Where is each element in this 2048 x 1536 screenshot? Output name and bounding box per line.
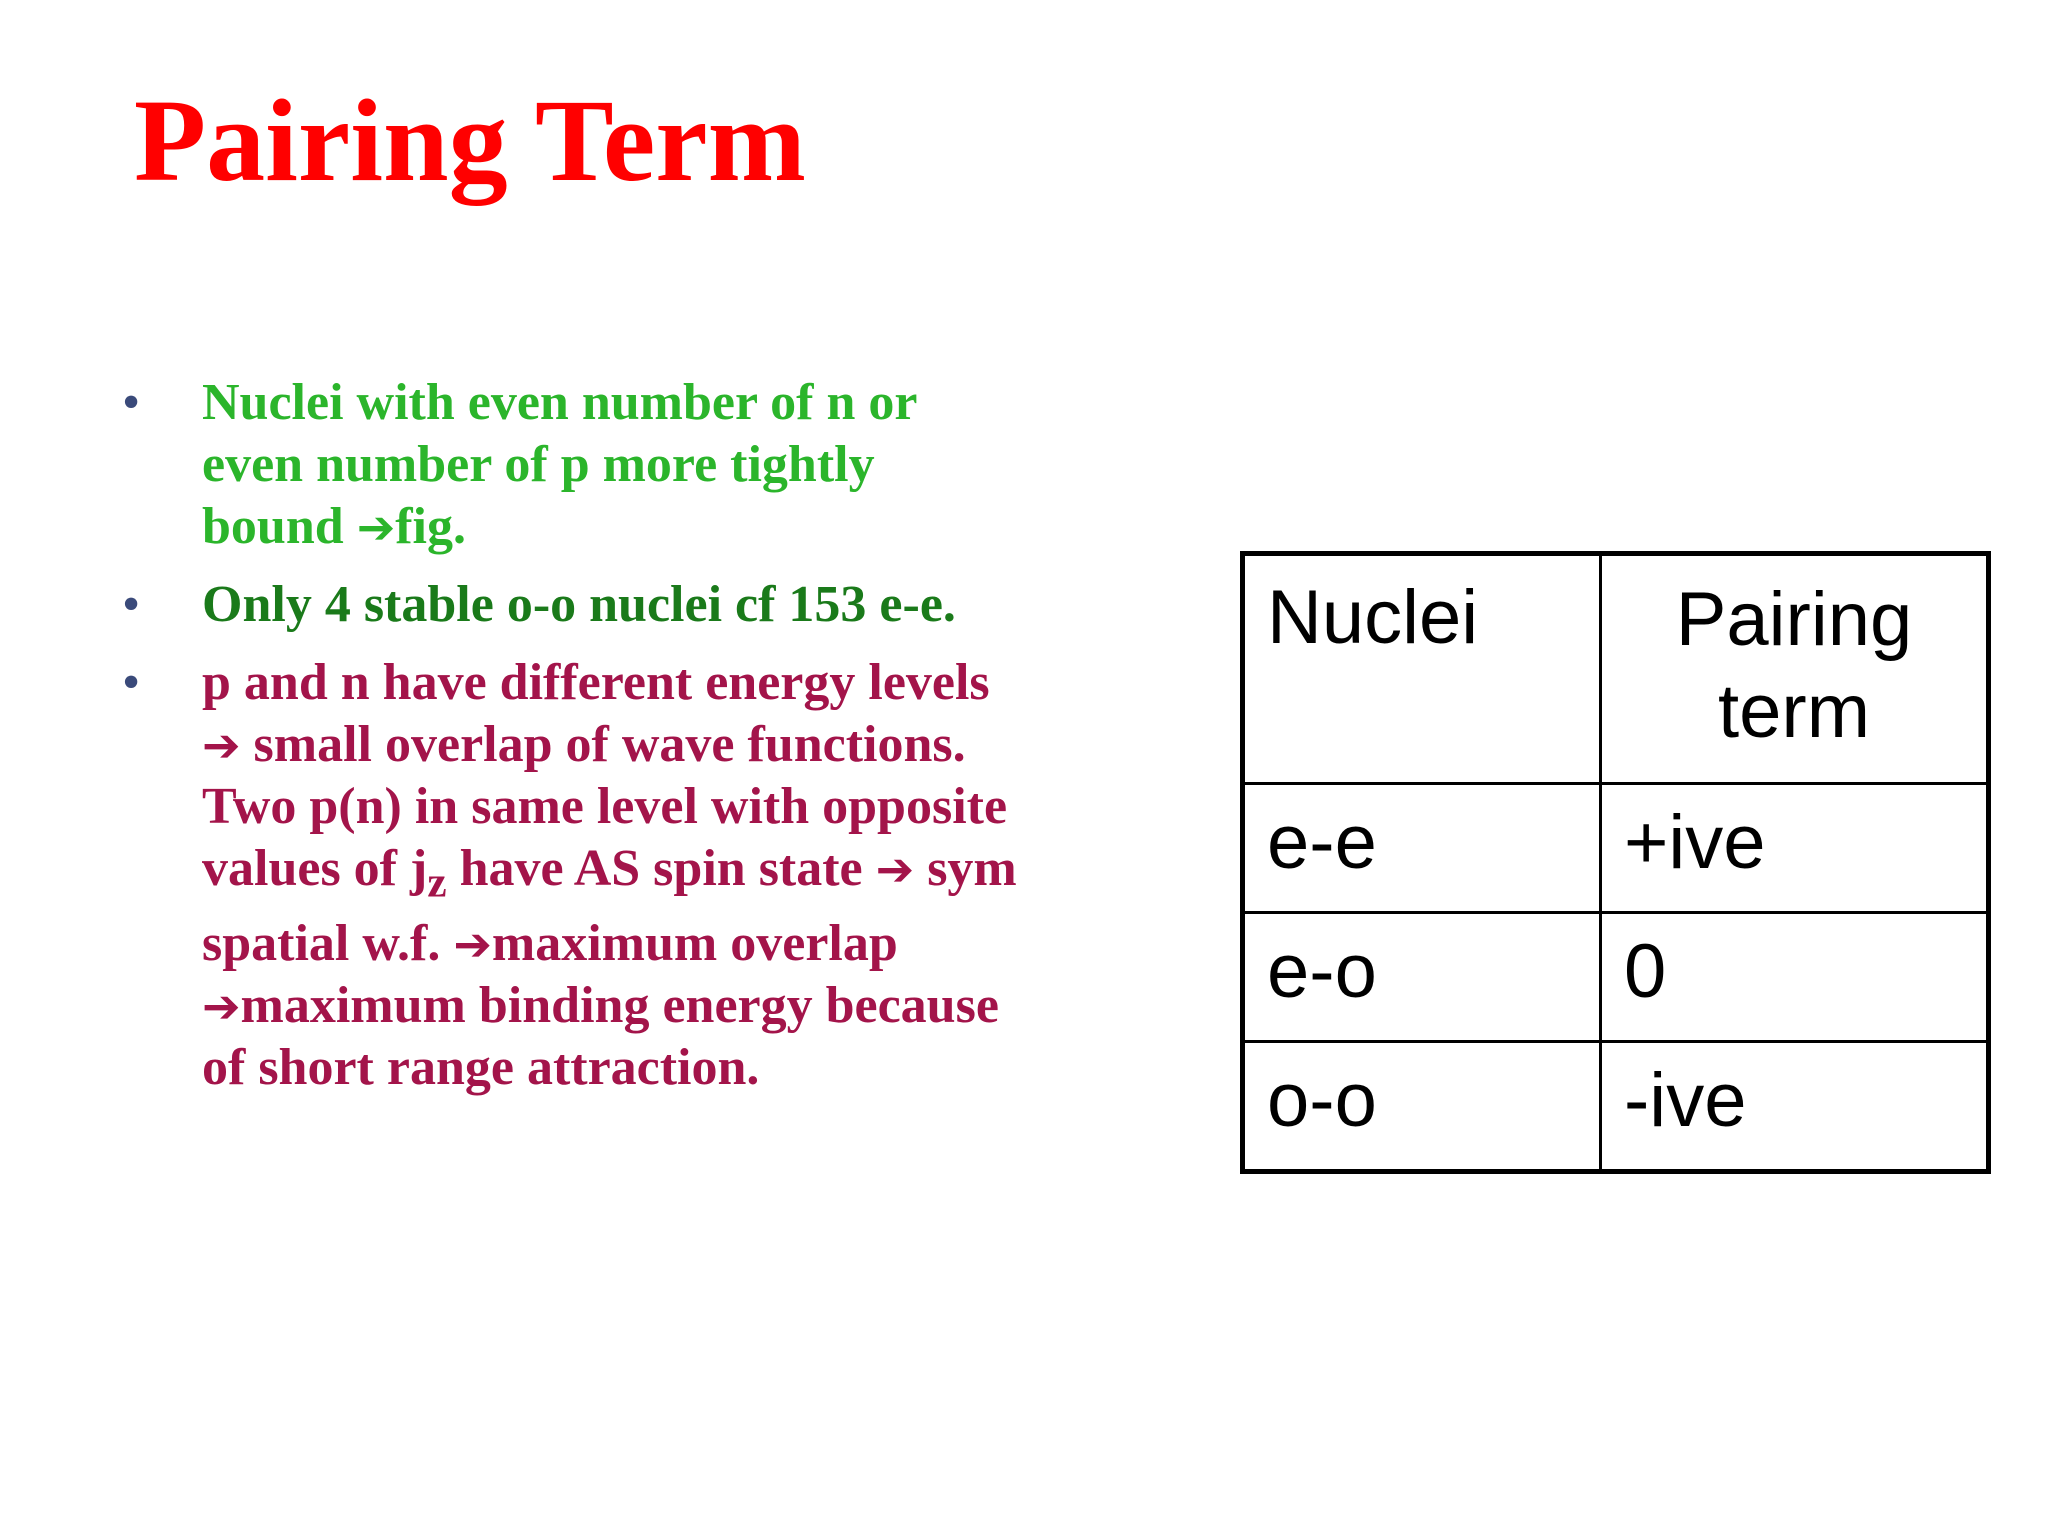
bullet-item-stable-oo [122,574,1022,636]
bullet-text: have AS spin state [446,840,876,897]
cell-pairing-term: -ive [1601,1042,1989,1172]
table-header-row [1243,554,1989,784]
bullet-item-energy-levels [122,652,1022,1099]
bullet-item-even-nuclei [122,372,1022,558]
bullet-text: maximum overlap [491,915,898,973]
bullet-marker: • [122,654,141,711]
subscript-z: z [427,858,447,907]
table-row [1243,784,1989,913]
bullet-text: fig. [395,498,466,555]
bullet-list [122,372,1022,1115]
right-arrow-icon: ➔ [202,979,241,1034]
bullet-marker: • [122,374,141,431]
slide-title: Pairing Term [134,75,806,206]
pairing-term-table [1240,551,1991,1174]
cell-pairing-term: +ive [1601,784,1989,913]
bullet-text: small overlap of wave functions. Two p(n) in same level with opposite values of j [202,716,1008,897]
bullet-text: sym spatial w.f. [202,840,1017,973]
bullet-marker: • [122,576,141,633]
right-arrow-icon: ➔ [453,917,492,972]
bullet-text: p and n have different energy levels [202,654,990,711]
bullet-text: Nuclei with even number of n or even number of p more tightly bound [202,374,917,555]
bullet-text: maximum binding energy because of short range attraction. [202,977,999,1097]
table-row [1243,913,1989,1042]
right-arrow-icon: ➔ [356,500,396,554]
cell-pairing-term: 0 [1601,913,1989,1042]
bullet-text: Only 4 stable o-o nuclei cf 153 e-e. [202,576,956,633]
table-row [1243,1042,1989,1172]
right-arrow-icon: ➔ [875,842,915,896]
header-pairing-term: Pairing term [1601,554,1989,784]
cell-nuclei: o-o [1243,1042,1601,1172]
cell-nuclei: e-o [1243,913,1601,1042]
pairing-table-container [1240,551,1991,1174]
right-arrow-icon: ➔ [202,718,241,772]
header-nuclei: Nuclei [1243,554,1601,784]
cell-nuclei: e-e [1243,784,1601,913]
